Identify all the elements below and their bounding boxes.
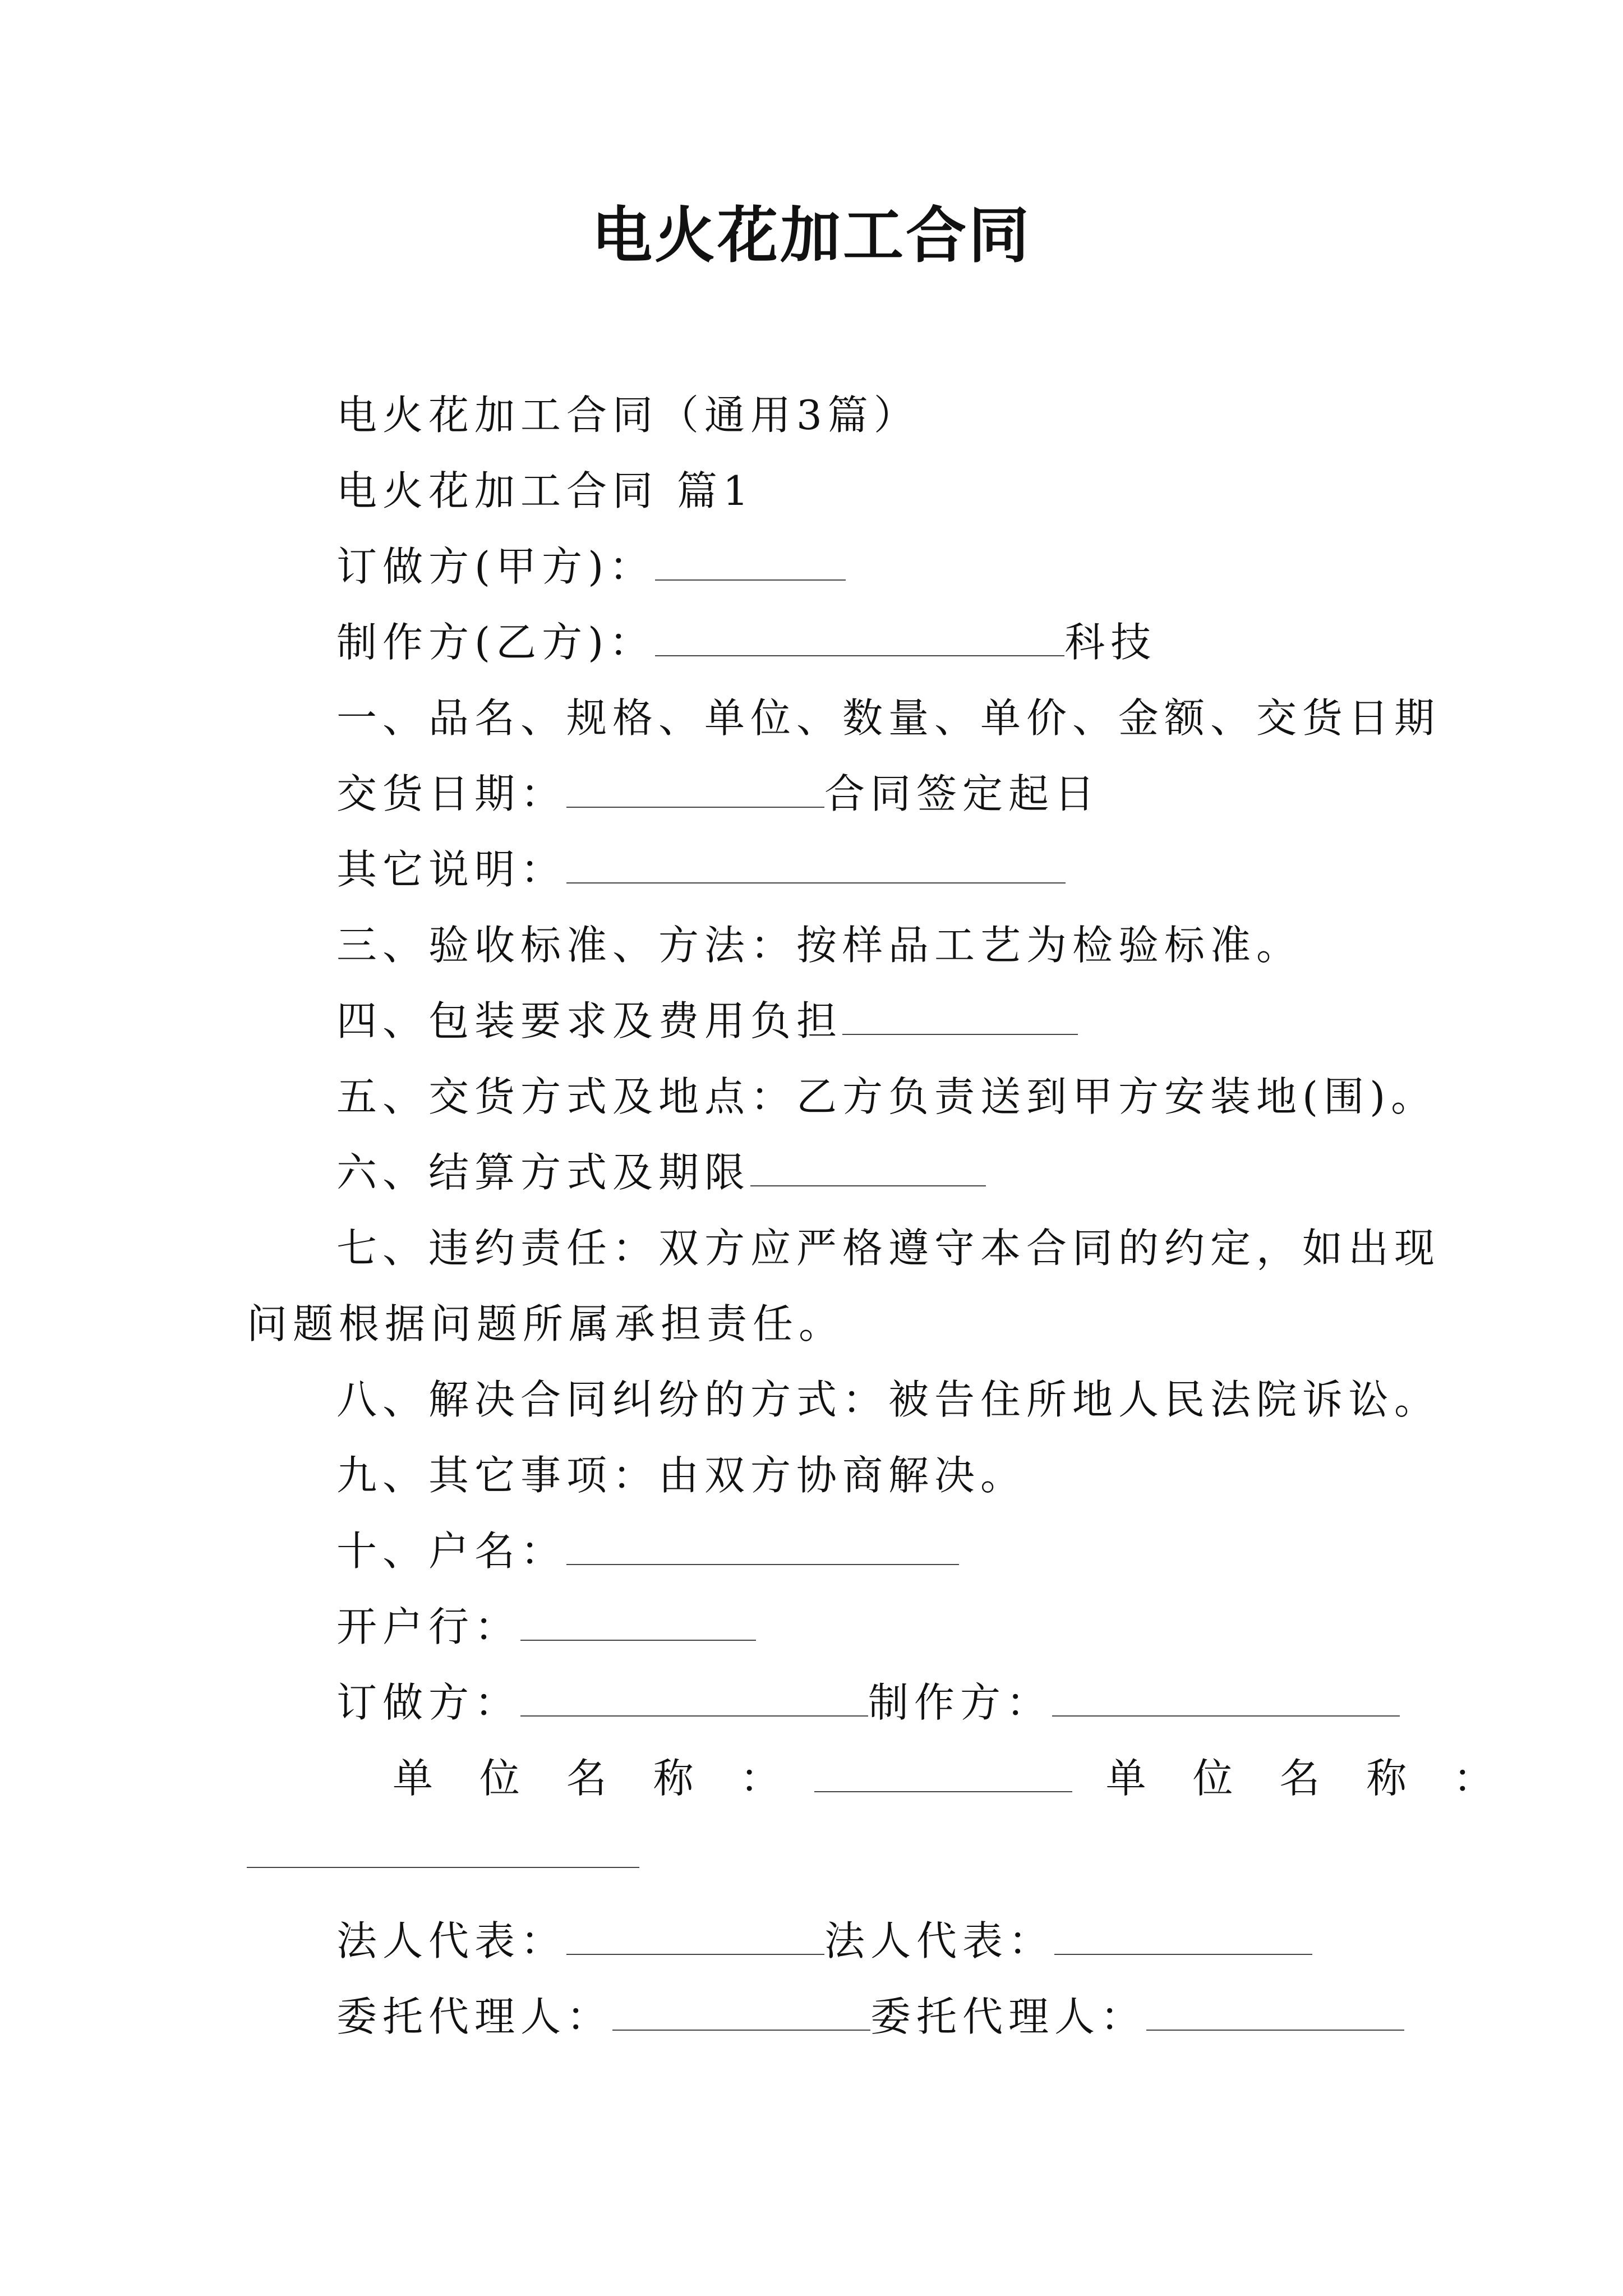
clause-7-line-1: 七、违约责任：双方应严格遵守本合同的约定，如出现 xyxy=(336,1225,1441,1272)
bank-line xyxy=(336,1599,756,1655)
legal-rep-line xyxy=(336,1913,1312,1969)
delivery-date-line xyxy=(336,766,1100,822)
clause-1: 一、品名、规格、单位、数量、单价、金额、交货日期 xyxy=(336,694,1441,742)
clause-6-blank xyxy=(750,1146,986,1186)
account-name-line xyxy=(336,1523,959,1579)
section-heading: 电火花加工合同 篇1 xyxy=(336,467,754,514)
legal-rep-label-2: 法人代表： xyxy=(824,1917,1055,1964)
document-subtitle: 电火花加工合同（通用3篇） xyxy=(336,392,920,439)
sign-maker-label: 制作方： xyxy=(868,1679,1053,1726)
other-notes-blank xyxy=(566,843,1066,884)
party-b-suffix: 科技 xyxy=(1064,619,1157,666)
clause-4: 四、包装要求及费用负担 xyxy=(336,997,843,1045)
sign-maker-blank xyxy=(1052,1676,1400,1717)
clause-9: 九、其它事项：由双方协商解决。 xyxy=(336,1452,1027,1499)
party-b-blank xyxy=(655,616,1064,656)
clause-4-line xyxy=(336,993,1078,1049)
clause-7-line-2: 问题根据问题所属承担责任。 xyxy=(247,1300,845,1347)
signature-parties-line xyxy=(336,1674,1400,1731)
delivery-date-blank xyxy=(566,767,824,808)
party-a-label: 订做方(甲方)： xyxy=(336,543,656,590)
clause-5: 五、交货方式及地点：乙方负责送到甲方安装地(围)。 xyxy=(336,1073,1437,1120)
unit-name-blank-2 xyxy=(247,1828,639,1868)
sign-orderer-blank xyxy=(520,1676,868,1717)
clause-6: 六、结算方式及期限 xyxy=(336,1149,751,1196)
account-name-label: 十、户名： xyxy=(336,1527,567,1575)
account-name-blank xyxy=(566,1525,959,1565)
party-a-line xyxy=(336,539,846,595)
clause-8: 八、解决合同纠纷的方式：被告住所地人民法院诉讼。 xyxy=(336,1376,1441,1423)
agent-blank-1 xyxy=(612,1990,870,2031)
party-b-line xyxy=(336,614,1156,670)
clause-3: 三、验收标准、方法：按样品工艺为检验标准。 xyxy=(336,922,1303,969)
unit-name-wrap-line xyxy=(247,1826,639,1882)
sign-orderer-label: 订做方： xyxy=(336,1679,521,1726)
clause-6-line xyxy=(336,1144,986,1200)
delivery-date-suffix: 合同签定起日 xyxy=(824,770,1101,817)
bank-blank xyxy=(520,1600,756,1641)
agent-label-2: 委托代理人： xyxy=(870,1993,1147,2040)
party-b-label: 制作方(乙方)： xyxy=(336,619,656,666)
document-title: 电火花加工合同 xyxy=(591,200,1031,271)
agent-label-1: 委托代理人： xyxy=(336,1993,613,2040)
delivery-date-label: 交货日期： xyxy=(336,770,567,817)
unit-name-label-1: 单 位 名 称 ： xyxy=(393,1755,797,1802)
legal-rep-label-1: 法人代表： xyxy=(336,1917,567,1964)
agent-line xyxy=(336,1989,1404,2045)
unit-name-line xyxy=(393,1750,1510,1806)
party-a-blank xyxy=(655,540,846,581)
agent-blank-2 xyxy=(1146,1990,1404,2031)
clause-4-blank xyxy=(842,995,1078,1035)
bank-label: 开户行： xyxy=(336,1603,521,1650)
unit-name-label-2: 单 位 名 称 ： xyxy=(1105,1755,1511,1802)
legal-rep-blank-1 xyxy=(566,1915,824,1955)
legal-rep-blank-2 xyxy=(1054,1915,1312,1955)
unit-name-blank-1 xyxy=(814,1752,1072,1792)
other-notes-line xyxy=(336,841,1066,898)
other-notes-label: 其它说明： xyxy=(336,846,567,893)
